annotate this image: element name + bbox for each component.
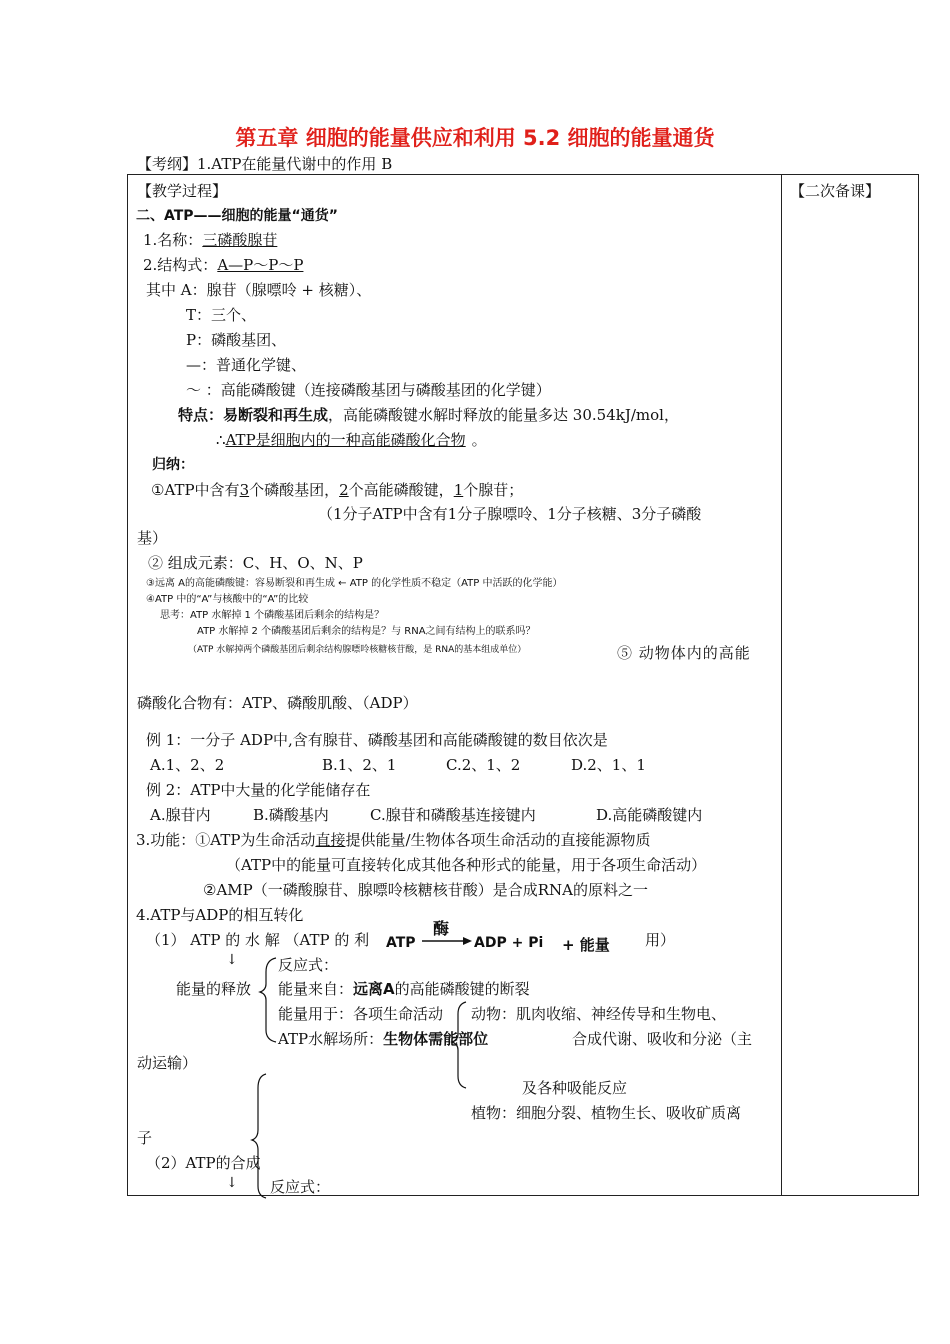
legend-tilde: ～ ：高能磷酸键（连接磷酸基团与磷酸基团的化学键） xyxy=(186,381,551,399)
down-arrow-2: ↓ xyxy=(226,1175,238,1191)
example1-option-a: A.1、2、2 xyxy=(150,756,225,774)
legend-t: T：三个、 xyxy=(186,306,257,324)
think-2: ATP 水解掉 2 个磷酸基团后剩余的结构是？与 RNA之间有结构上的联系吗？ xyxy=(197,626,536,637)
item5-end: 磷酸化合物有：ATP、磷酸肌酸、（ADP） xyxy=(137,694,418,712)
animal-uses: 动物：肌肉收缩、神经传导和生物电、 xyxy=(471,1005,727,1023)
summary-label: 归纳： xyxy=(152,457,194,473)
legend-p: P：磷酸基团、 xyxy=(186,331,287,349)
function-line1: 3.功能：①ATP为生命活动直接提供能量/生物体各项生命活动的直接能源物质 xyxy=(136,831,651,849)
exam-outline: 【考纲】1.ATP在能量代谢中的作用 B xyxy=(137,155,393,173)
equation-arrow xyxy=(422,937,472,945)
reaction-label: 反应式： xyxy=(278,956,339,974)
name-line: 1.名称：三磷酸腺苷 xyxy=(143,231,278,249)
synthesis-title: （2）ATP的合成 xyxy=(146,1154,261,1172)
page-title: 第五章 细胞的能量供应和利用 5.2 细胞的能量通货 xyxy=(235,126,715,150)
example1-question: 例 1：一分子 ADP中,含有腺苷、磷酸基团和高能磷酸键的数目依次是 xyxy=(146,731,608,749)
section-title: 二、ATP——细胞的能量“通货” xyxy=(136,208,338,224)
equation-reactant: ATP xyxy=(386,935,416,951)
function-line2: （ATP中的能量可直接转化成其他各种形式的能量，用于各项生命活动） xyxy=(226,856,707,874)
summary-line2-wrap: 基） xyxy=(137,529,168,547)
feature-line: 特点：易断裂和再生成，高能磷酸键水解时释放的能量多达 30.54kJ/mol， xyxy=(178,406,679,424)
hydrolysis-title: （1） ATP 的 水 解 （ATP 的 利 xyxy=(146,931,370,949)
think-1: 思考：ATP 水解掉 1 个磷酸基团后剩余的结构是？ xyxy=(160,610,385,621)
second-prep-header: 【二次备课】 xyxy=(790,182,881,200)
synthesis-brace xyxy=(252,1074,266,1198)
plant-uses: 植物：细胞分裂、植物生长、吸收矿质离 xyxy=(471,1104,742,1122)
equation-products: ADP + Pi xyxy=(474,935,544,951)
legend-a: 其中 A：腺苷（腺嘌呤 + 核糖）、 xyxy=(146,281,372,299)
equation-enzyme: 酶 xyxy=(433,919,450,938)
item5-start: ⑤ 动物体内的高能 xyxy=(617,644,751,662)
summary-line1: ①ATP中含有3个磷酸基团，2个高能磷酸键，1个腺苷； xyxy=(151,481,524,499)
synthesis-uses: 合成代谢、吸收和分泌（主 xyxy=(572,1030,753,1048)
note-4: ④ATP 中的“A”与核酸中的“A”的比较 xyxy=(146,594,309,605)
summary-line2: （1分子ATP中含有1分子腺嘌呤、1分子核糖、3分子磷酸 xyxy=(318,505,702,523)
example2-question: 例 2：ATP中大量的化学能储存在 xyxy=(146,781,371,799)
example1-option-c: C.2、1、2 xyxy=(446,756,521,774)
energy-source-line: 能量来自：远离A的高能磷酸键的断裂 xyxy=(278,980,530,998)
feature-conclusion: ∴ATP是细胞内的一种高能磷酸化合物 。 xyxy=(216,431,487,449)
reaction-label-2: 反应式： xyxy=(270,1178,331,1196)
example2-option-b: B.磷酸基内 xyxy=(253,806,329,824)
release-brace xyxy=(260,958,276,1042)
wrap-line-2: 子 xyxy=(137,1129,153,1147)
energy-usage-line: 能量用于：各项生命活动 xyxy=(278,1005,444,1023)
conversion-title: 4.ATP与ADP的相互转化 xyxy=(136,906,304,924)
example1-option-d: D.2、1、1 xyxy=(571,756,646,774)
example1-option-b: B.1、2、1 xyxy=(322,756,397,774)
structure-line: 2.结构式：A—P～P～P xyxy=(143,256,304,274)
feature-emphasis: 易断裂和再生成 xyxy=(223,406,329,424)
name-value: 三磷酸腺苷 xyxy=(202,231,278,249)
note-3: ③远离 A的高能磷酸键：容易断裂和再生成 ← ATP 的化学性质不稳定（ATP 中活跃的化学能） xyxy=(146,578,563,589)
usage-brace xyxy=(452,1002,466,1088)
function-line3: ②AMP（一磷酸腺苷、腺嘌呤核糖核苷酸）是合成RNA的原料之一 xyxy=(203,881,648,899)
energy-release-label: 能量的释放 xyxy=(176,980,252,998)
hydrolysis-site-line: ATP水解场所：生物体需能部位 xyxy=(278,1030,489,1048)
example2-option-c: C.腺苷和磷酸基连接键内 xyxy=(370,806,536,824)
structure-formula: A—P～P～P xyxy=(217,256,304,274)
hydrolysis-title-end: 用） xyxy=(645,931,676,949)
equation-energy: + 能量 xyxy=(562,936,610,954)
wrap-line-1: 动运输） xyxy=(137,1054,198,1072)
elements-line: ② 组成元素：C、H、O、N、P xyxy=(148,554,363,572)
example2-option-d: D.高能磷酸键内 xyxy=(596,806,703,824)
absorb-line: 及各种吸能反应 xyxy=(522,1079,628,1097)
example2-option-a: A.腺苷内 xyxy=(150,806,211,824)
think-answer: （ATP 水解掉两个磷酸基团后剩余结构腺嘌呤核糖核苷酸，是 RNA的基本组成单位） xyxy=(188,645,527,655)
legend-dash: —：普通化学键、 xyxy=(186,356,307,374)
down-arrow-1: ↓ xyxy=(226,952,238,968)
teaching-process-header: 【教学过程】 xyxy=(137,182,228,200)
